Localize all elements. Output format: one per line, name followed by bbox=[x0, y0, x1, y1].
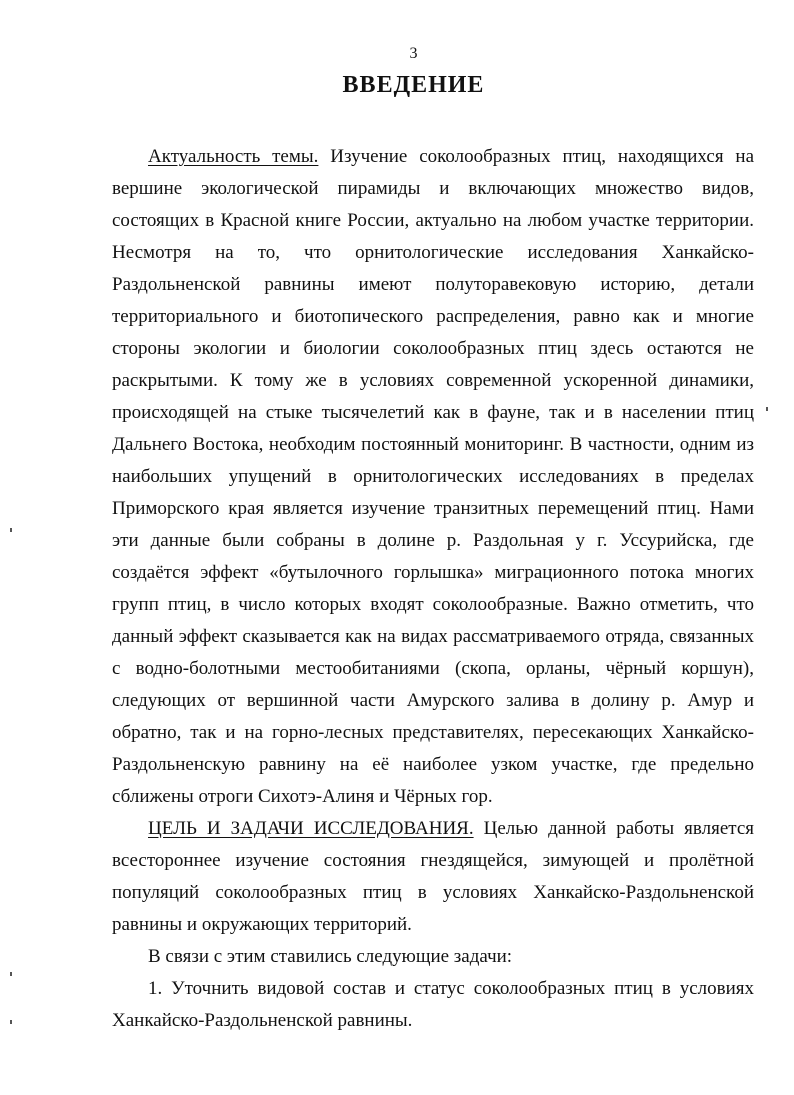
scan-artifact-mark bbox=[10, 1020, 12, 1024]
scan-artifact-mark bbox=[766, 407, 768, 411]
scan-artifact-mark bbox=[10, 972, 12, 976]
scan-artifact-mark bbox=[10, 528, 12, 532]
page-title: ВВЕДЕНИЕ bbox=[342, 72, 485, 98]
page-number: 3 bbox=[409, 45, 418, 62]
document-body bbox=[112, 141, 754, 1037]
goal-text: Целью данной работы является всестороннее изучение состояния гнездящейся, зимующей и пролётной популяций соколообразных птиц в условиях Ханкайско-Раздольненской равнины и окружающих территорий. bbox=[112, 818, 755, 935]
paragraph-goal bbox=[112, 813, 754, 941]
paragraph-relevance bbox=[112, 141, 754, 813]
goal-heading: ЦЕЛЬ И ЗАДАЧИ ИССЛЕДОВАНИЯ. bbox=[148, 818, 474, 839]
paragraph-tasks-intro: В связи с этим ставились следующие задачи: bbox=[148, 946, 513, 967]
relevance-heading: Актуальность темы. bbox=[148, 146, 319, 167]
paragraph-task-1: 1. Уточнить видовой состав и статус соколообразных птиц в условиях Ханкайско-Раздольненской равнины. bbox=[112, 978, 754, 1031]
relevance-text: Изучение соколообразных птиц, находящихся на вершине экологической пирамиды и включающих множество видов, состоящих в Красной книге России, актуально на любом участке территории. Несмотря на то, что орнитологические исследования Ханкайско-Раздольненской равнины имеют полуторавековую историю, детали территориального и биотопического распределения, равно как и многие стороны экологии и биологии соколообразных птиц здесь остаются не раскрытыми. К тому же в условиях современной ускоренной динамики, происходящей на стыке тысячелетий как в фауне, так и в населении птиц Дальнего Востока, необходим постоянный мониторинг. В частности, одним из наибольших упущений в орнитологических исследованиях в пределах Приморского края является изучение транзитных перемещений птиц. Нами эти данные были собраны в долине р. Раздольная у г. Уссурийска, где создаётся эффект «бутылочного горлышка» миграционного потока многих групп птиц, в число которых входят соколообразные. Важно отметить, что данный эффект сказывается как на видах рассматриваемого отряда, связанных с водно-болотными местообитаниями (скопа, орланы, чёрный коршун), следующих от вершинной части Амурского залива в долину р. Амур и обратно, так и на горно-лесных представителях, пересекающих Ханкайско-Раздольненскую равнину на её наиболее узком участке, где предельно сближены отроги Сихотэ-Алиня и Чёрных гор. bbox=[112, 146, 755, 807]
